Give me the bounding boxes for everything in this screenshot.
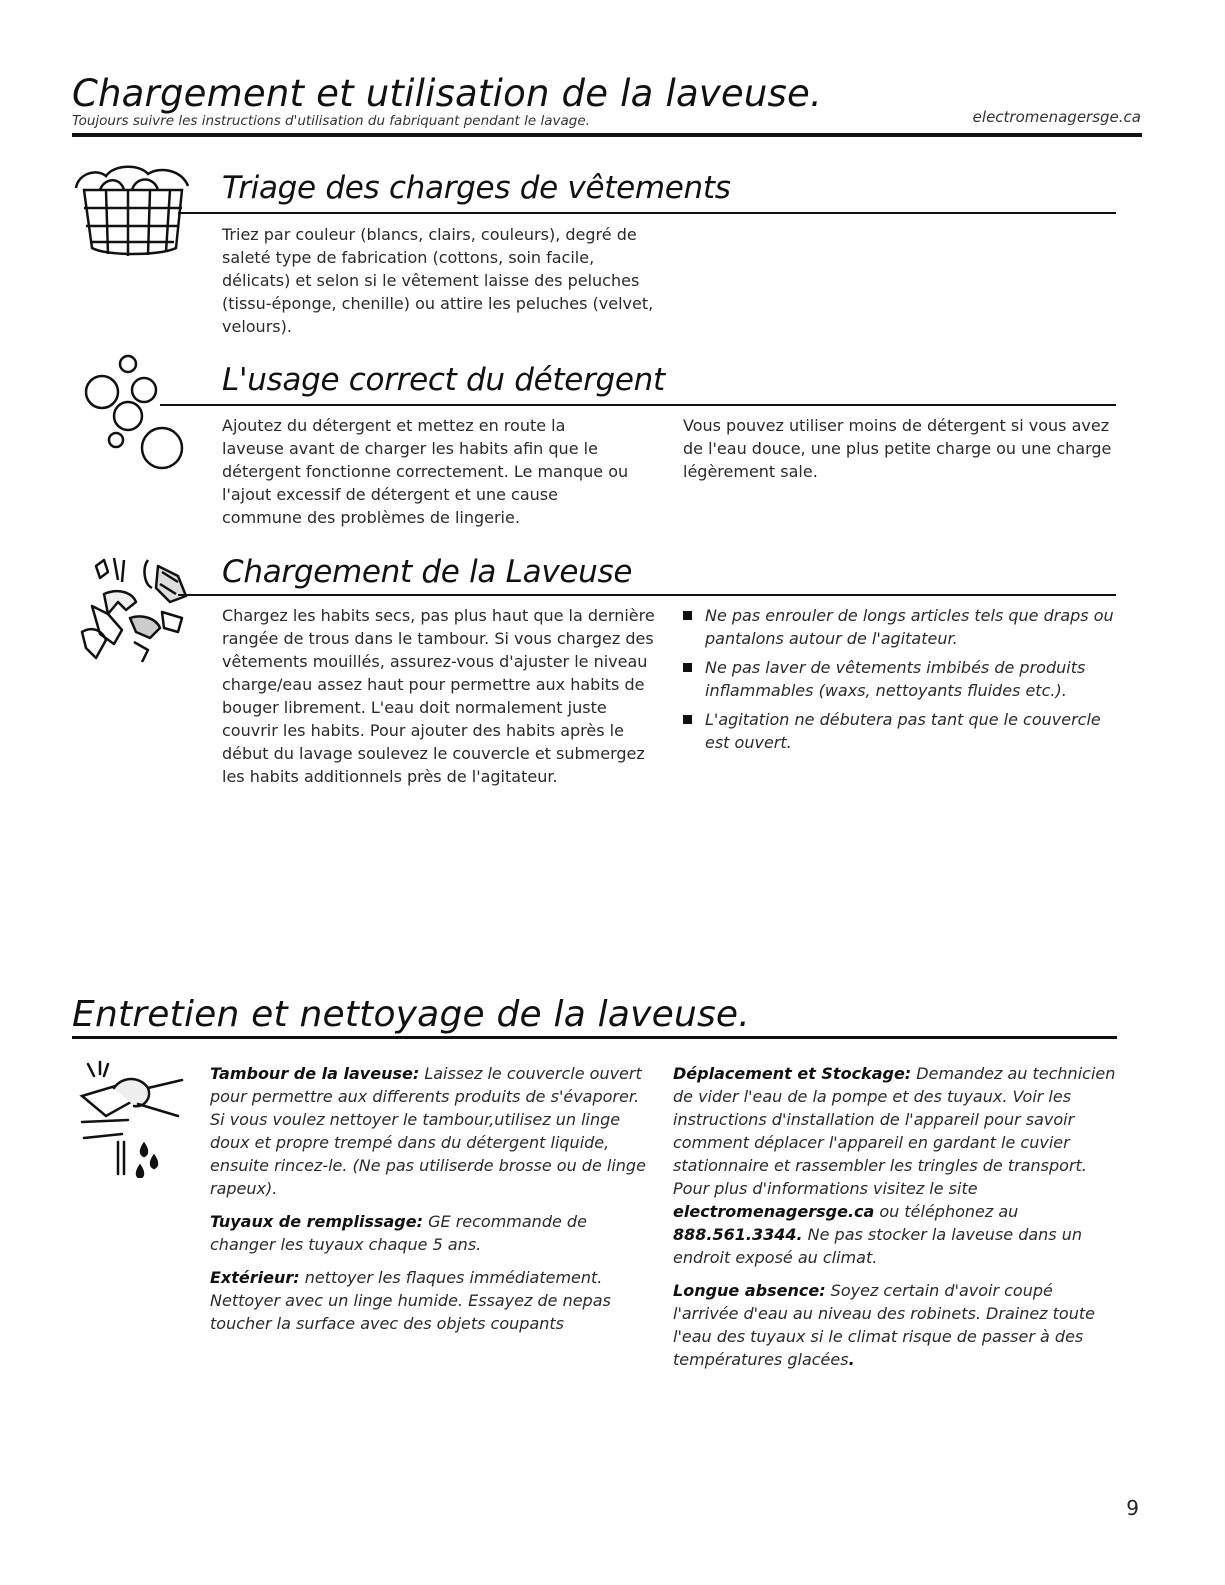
triage-body: Triez par couleur (blancs, clairs, couleurs), degré de saleté type de fabrication (cottons, soin facile, délicats) et selon si le vêtement laisse des peluches (tissu-éponge, chenille) ou attire les peluches (velvet, velours).	[222, 225, 654, 336]
section-rule-chargement	[178, 594, 1116, 596]
tambour-text: Laissez le couvercle ouvert pour permettre aux differents produits de s'évaporer. Si vous voulez nettoyer le tambour,utilisez un linge doux et propre trempé dans du détergent liquide, ensuite rincez-le. (Ne pas utiliserde brosse ou de linge rapeux).	[210, 1064, 646, 1198]
section-rule-detergent	[160, 404, 1116, 406]
absence-label: Longue absence:	[673, 1281, 826, 1300]
detergent-body-right: Vous pouvez utiliser moins de détergent si vous avez de l'eau douce, une plus petite charge ou une charge légèrement sale.	[683, 416, 1112, 481]
chargement-bullet-list	[681, 604, 1121, 760]
page-subtitle: Toujours suivre les instructions d'utilisation du fabriquant pendant le lavage.	[72, 113, 590, 129]
deplacement-paragraph	[673, 1062, 1121, 1269]
bullet-item: L'agitation ne débutera pas tant que le couvercle est ouvert.	[681, 708, 1121, 754]
maintenance-right-column	[673, 1062, 1121, 1381]
detergent-bubbles-icon	[80, 352, 190, 472]
exterieur-label: Extérieur:	[210, 1268, 300, 1287]
bullet-item: Ne pas laver de vêtements imbibés de produits inflammables (waxs, nettoyants fluides etc.).	[681, 656, 1121, 702]
bullet-square-icon	[683, 715, 692, 724]
chargement-body: Chargez les habits secs, pas plus haut que la dernière rangée de trous dans le tambour. Si vous chargez des vêtements mouillés, assurez-vous d'ajuster le niveau charge/eau assez haut pour permettre aux habits de bouger librement. L'eau doit normalement juste couvrir les habits. Pour ajouter des habits après le début du lavage soulevez le couvercle et submergez les habits additionnels près de l'agitateur.	[222, 606, 655, 786]
exterieur-paragraph	[210, 1266, 650, 1335]
laundry-basket-icon	[70, 160, 200, 260]
deplacement-text-3: Ne pas stocker la laveuse dans un endroit exposé au climat.	[673, 1225, 1083, 1267]
tambour-paragraph	[210, 1062, 650, 1200]
absence-text: Soyez certain d'avoir coupé l'arrivée d'eau au niveau des robinets. Drainez toute l'eau des tuyaux si le climat risque de passer à des températures glacées	[673, 1281, 1095, 1369]
website-link[interactable]: electromenagersge.ca	[972, 108, 1141, 126]
tambour-label: Tambour de la laveuse:	[210, 1064, 420, 1083]
bullet-item: Ne pas enrouler de longs articles tels que draps ou pantalons autour de l'agitateur.	[681, 604, 1121, 650]
bullet-square-icon	[683, 611, 692, 620]
maintenance-left-column	[210, 1062, 650, 1345]
exterieur-text: nettoyer les flaques immédiatement. Nettoyer avec un linge humide. Essayez de nepas toucher la surface avec des objets coupants	[210, 1268, 611, 1333]
maintenance-title: Entretien et nettoyage de la laveuse.	[72, 994, 750, 1035]
tuyaux-label: Tuyaux de remplissage:	[210, 1212, 424, 1231]
clothes-loading-icon	[78, 554, 198, 666]
deplacement-text: Demandez au technicien de vider l'eau de la pompe et des tuyaux. Voir les instructions d'installation de l'appareil pour savoir comment déplacer l'appareil en gardant le cuvier stationnaire et rassembler les tringles de transport. Pour plus d'informations visitez le site	[673, 1064, 1116, 1198]
page-title: Chargement et utilisation de la laveuse.	[72, 72, 822, 115]
absence-paragraph	[673, 1279, 1121, 1371]
maintenance-rule	[72, 1036, 1117, 1039]
sponge-cleaning-icon	[78, 1058, 188, 1178]
tuyaux-paragraph	[210, 1210, 650, 1256]
section-rule-triage	[178, 212, 1116, 214]
header-rule	[72, 133, 1142, 137]
section-heading-chargement: Chargement de la Laveuse	[222, 554, 633, 590]
deplacement-label: Déplacement et Stockage:	[673, 1064, 912, 1083]
deplacement-website-link[interactable]: electromenagersge.ca	[673, 1202, 875, 1221]
page-number: 9	[1126, 1496, 1139, 1520]
section-heading-detergent: L'usage correct du détergent	[222, 362, 665, 398]
detergent-body-left: Ajoutez du détergent et mettez en route la laveuse avant de charger les habits afin que le détergent fonctionne correctement. Le manque ou l'ajout excessif de détergent et une cause commune des problèmes de lingerie.	[222, 416, 629, 527]
section-heading-triage: Triage des charges de vêtements	[222, 170, 731, 206]
bullet-square-icon	[683, 663, 692, 672]
deplacement-text-2: ou téléphonez au	[874, 1202, 1019, 1221]
tuyaux-text: GE recommande de changer les tuyaux chaque 5 ans.	[210, 1212, 587, 1254]
phone-number[interactable]: 888.561.3344.	[673, 1225, 803, 1244]
absence-end: .	[848, 1350, 855, 1369]
